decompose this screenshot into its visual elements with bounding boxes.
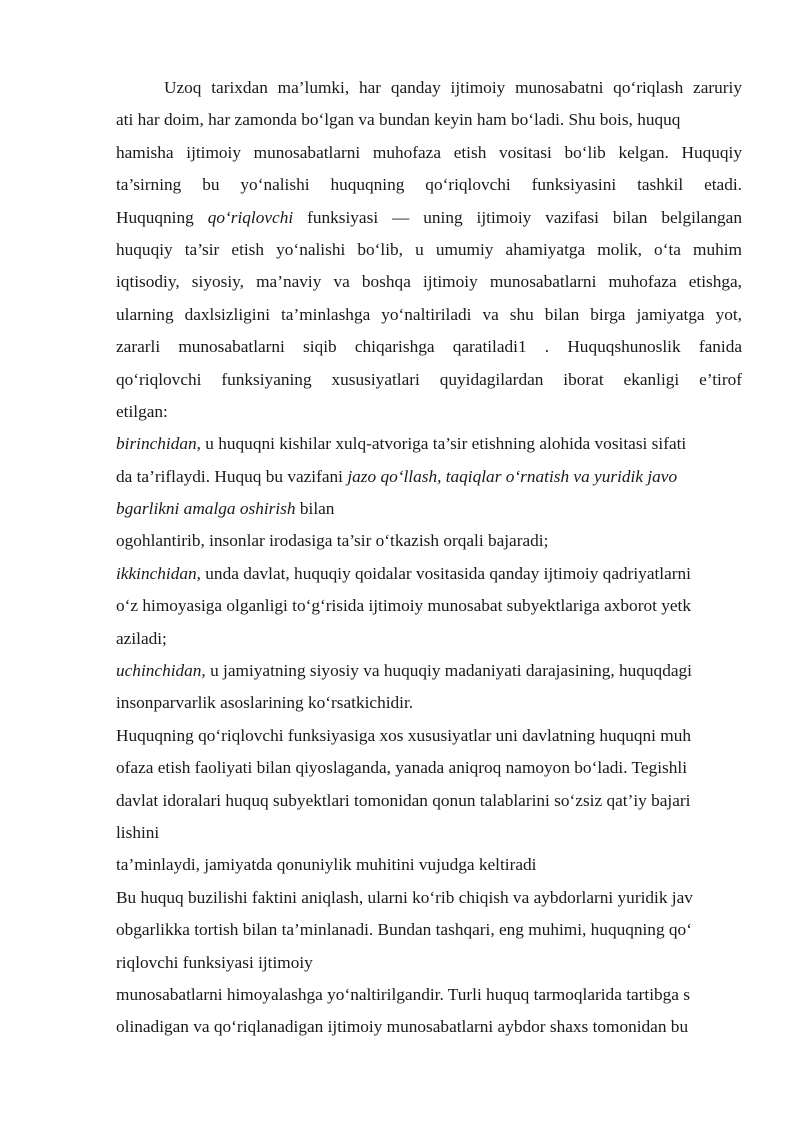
paragraph-intro: [116, 72, 742, 428]
paragraph-violation: [116, 882, 742, 1044]
text-run: Huquqning: [116, 207, 194, 227]
paragraph-first-feature: [116, 428, 742, 558]
text-run: u jamiyatning siyosiy va huquqiy madaniyati darajasining, huquqdagi: [210, 661, 692, 681]
text-line: olinadigan va qo‘riqlanadigan ijtimoiy munosabatlarni aybdor shaxs tomonidan bu: [116, 1017, 689, 1037]
text-line: o‘z himoyasiga olganligi to‘g‘risida ijtimoiy munosabat subyektlariga axborot yetk: [116, 596, 691, 616]
text-line: Bu huquq buzilishi faktini aniqlash, ularni ko‘rib chiqish va aybdorlarni yuridik jav: [116, 887, 693, 907]
text-line: [116, 461, 742, 493]
text-run: da ta’riflaydi. Huquq bu vazifani: [116, 466, 343, 486]
text-run: u huquqni kishilar xulq-atvoriga ta’sir etishning alohida vositasi sifati: [205, 434, 687, 454]
text-line: [116, 558, 742, 590]
paragraph-third-feature: [116, 655, 742, 720]
text-line: hamisha ijtimoiy munosabatlarni muhofaza etish vositasi bo‘lib kelgan. Huquqiy: [116, 142, 742, 162]
text-line: obgarlikka tortish bilan ta’minlanadi. Bundan tashqari, eng muhimi, huquqning qo‘: [116, 920, 692, 940]
text-line: davlat idoralari huquq subyektlari tomonidan qonun talablarini so‘zsiz qat’iy bajari: [116, 790, 691, 810]
text-line: ta’sirning bu yo‘nalishi huquqning qo‘riqlovchi funksiyasini tashkil etadi.: [116, 175, 742, 195]
document-page: [116, 72, 742, 1044]
text-line: ularning daxlsizligini ta’minlashga yo‘naltiriladi va shu bilan birga jamiyatga yot,: [116, 304, 742, 324]
text-line: ati har doim, har zamonda bo‘lgan va bundan keyin ham bo‘ladi. Shu bois, huquq: [116, 110, 681, 130]
text-line: lishini: [116, 822, 160, 842]
text-line: Huquqning qo‘riqlovchi funksiyasiga xos xususiyatlar uni davlatning huquqni muh: [116, 725, 692, 745]
text-line: Uzoq tarixdan ma’lumki, har qanday ijtimoiy munosabatni qo‘riqlash zaruriy: [164, 78, 742, 97]
text-line: insonparvarlik asoslarining ko‘rsatkichidir.: [116, 693, 414, 713]
text-line: qo‘riqlovchi funksiyaning xususiyatlari quyidagilardan iborat ekanligi e’tirof: [116, 369, 742, 389]
text-line: [116, 655, 742, 687]
text-line: etilgan:: [116, 401, 168, 421]
text-line: riqlovchi funksiyasi ijtimoiy: [116, 952, 313, 972]
text-line: ta’minlaydi, jamiyatda qonuniylik muhitini vujudga keltiradi: [116, 855, 537, 875]
emphasis-term: jazo qo‘llash, taqiqlar o‘rnatish va yuridik javo: [347, 466, 678, 486]
emphasis-term: birinchidan,: [116, 434, 201, 454]
emphasis-term: ikkinchidan,: [116, 563, 201, 583]
text-line: iqtisodiy, siyosiy, ma’naviy va boshqa ijtimoiy munosabatlarni muhofaza etishga,: [116, 272, 742, 292]
text-line: [116, 202, 742, 234]
text-line: [116, 493, 742, 525]
text-run: bilan: [299, 499, 335, 519]
text-line: huquqiy ta’sir etish yo‘nalishi bo‘lib, u umumiy ahamiyatga molik, o‘ta muhim: [116, 239, 742, 259]
paragraph-second-feature: [116, 558, 742, 655]
text-line: munosabatlarni himoyalashga yo‘naltirilgandir. Turli huquq tarmoqlarida tartibga s: [116, 984, 691, 1004]
text-run: unda davlat, huquqiy qoidalar vositasida qanday ijtimoiy qadriyatlarni: [205, 563, 691, 583]
text-line: zararli munosabatlarni siqib chiqarishga qaratiladi1 . Huquqshunoslik fanida: [116, 337, 742, 357]
emphasis-term: bgarlikni amalga oshirish: [116, 499, 296, 519]
text-line: aziladi;: [116, 628, 167, 648]
text-line: ogohlantirib, insonlar irodasiga ta’sir o‘tkazish orqali bajaradi;: [116, 531, 549, 551]
text-run: funksiyasi — uning ijtimoiy vazifasi bilan belgilangan: [307, 207, 742, 227]
text-line: [116, 428, 742, 460]
emphasis-term: qo‘riqlovchi: [207, 207, 294, 227]
emphasis-term: uchinchidan,: [116, 661, 206, 681]
text-line: ofaza etish faoliyati bilan qiyoslaganda, yanada aniqroq namoyon bo‘ladi. Tegishli: [116, 758, 687, 778]
paragraph-comparison: [116, 720, 742, 882]
